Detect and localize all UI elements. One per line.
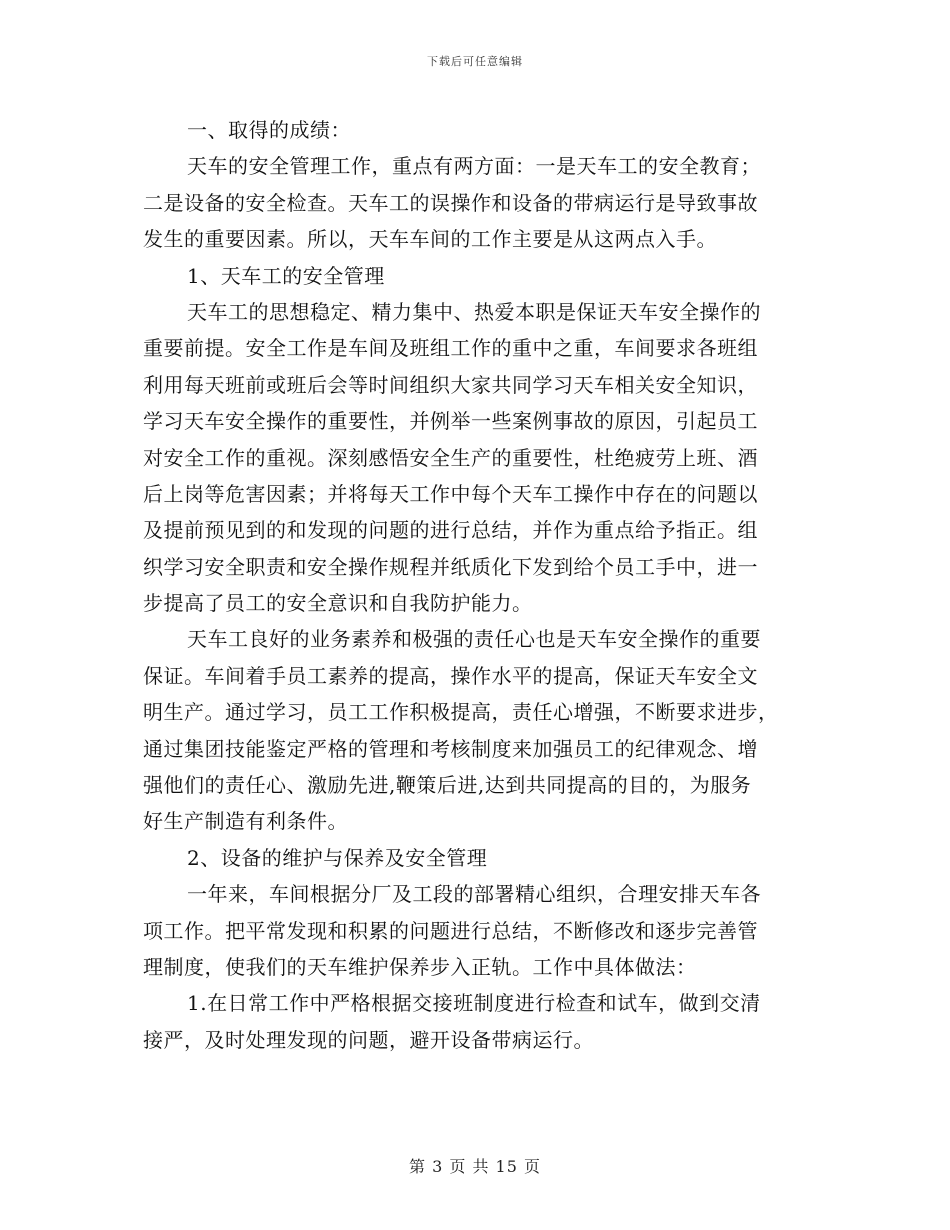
paragraph-line-first: 一年来，车间根据分厂及工段的部署精心组织，合理安排天车各 [187, 882, 761, 907]
paragraph-line: 后上岗等危害因素；并将每天工作中每个天车工操作中存在的问题以 [143, 481, 758, 506]
paragraph-line: 接严，及时处理发现的问题，避开设备带病运行。 [143, 1027, 594, 1052]
paragraph-line: 步提高了员工的安全意识和自我防护能力。 [143, 591, 533, 616]
paragraph-line-first: 1、天车工的安全管理 [187, 263, 385, 288]
paragraph-line-first: 天车的安全管理工作，重点有两方面：一是天车工的安全教育； [187, 154, 761, 179]
paragraph-line-first: 天车工的思想稳定、精力集中、热爱本职是保证天车安全操作的 [187, 299, 761, 324]
paragraph-line: 明生产。通过学习，员工工作积极提高，责任心增强，不断要求进步， [143, 700, 779, 725]
paragraph-line: 二是设备的安全检查。天车工的误操作和设备的带病运行是导致事故 [143, 190, 758, 215]
paragraph-line: 利用每天班前或班后会等时间组织大家共同学习天车相关安全知识， [143, 372, 758, 397]
paragraph-line-first: 1.在日常工作中严格根据交接班制度进行检查和试车，做到交清 [187, 991, 761, 1016]
paragraph-line: 好生产制造有利条件。 [143, 809, 348, 834]
paragraph-line: 重要前提。安全工作是车间及班组工作的重中之重，车间要求各班组 [143, 336, 758, 361]
paragraph-line: 强他们的责任心、激励先进,鞭策后进,达到共同提高的目的，为服务 [143, 773, 752, 798]
paragraph-line: 及提前预见到的和发现的问题的进行总结，并作为重点给予指正。组 [143, 518, 758, 543]
paragraph-line: 对安全工作的重视。深刻感悟安全生产的重要性，杜绝疲劳上班、酒 [143, 445, 758, 470]
paragraph-line: 发生的重要因素。所以，天车车间的工作主要是从这两点入手。 [143, 227, 717, 252]
paragraph-line-first: 2、设备的维护与保养及安全管理 [187, 845, 488, 870]
page-footer: 第 3 页 共 15 页 [409, 1157, 541, 1176]
paragraph-line: 保证。车间着手员工素养的提高，操作水平的提高，保证天车安全文 [143, 663, 758, 688]
paragraph-line: 理制度，使我们的天车维护保养步入正轨。工作中具体做法： [143, 954, 697, 979]
paragraph-line-first: 一、取得的成绩： [187, 118, 351, 142]
document-body [143, 112, 808, 1058]
paragraph-line: 项工作。把平常发现和积累的问题进行总结，不断修改和逐步完善管 [143, 918, 758, 943]
paragraph-line: 通过集团技能鉴定严格的管理和考核制度来加强员工的纪律观念、增 [143, 736, 758, 761]
paragraph-line-first: 天车工良好的业务素养和极强的责任心也是天车安全操作的重要 [187, 627, 761, 652]
page-header: 下载后可任意编辑 [427, 55, 523, 68]
paragraph-line: 学习天车安全操作的重要性，并例举一些案例事故的原因，引起员工 [143, 409, 758, 434]
paragraph-line: 织学习安全职责和安全操作规程并纸质化下发到给个员工手中，进一 [143, 554, 758, 579]
